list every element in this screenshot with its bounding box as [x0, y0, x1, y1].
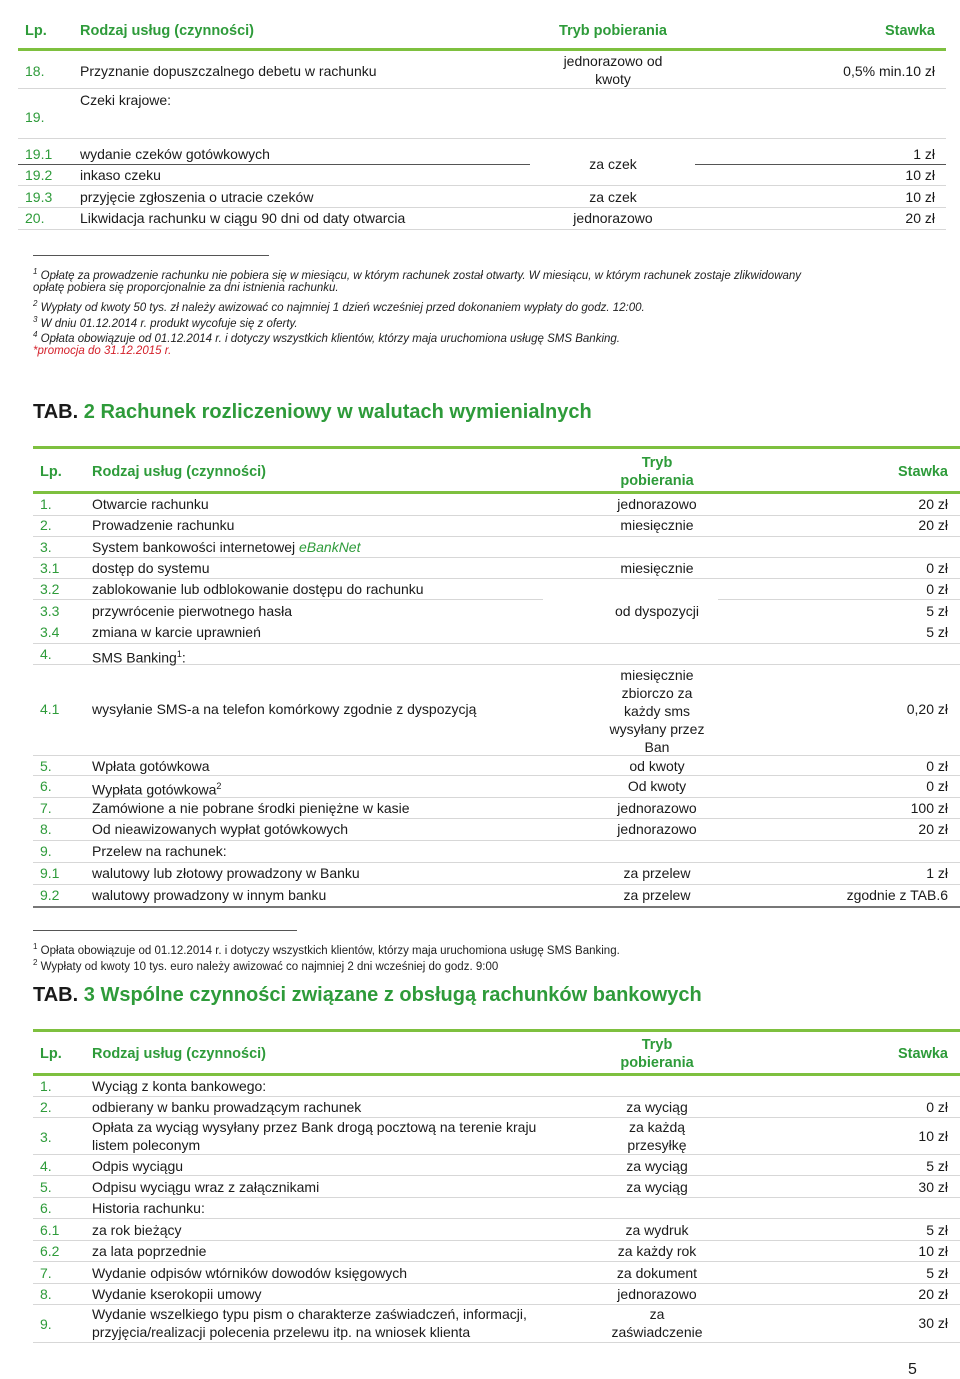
row-lp: 6.2: [40, 1243, 60, 1259]
header-rule: [33, 1073, 960, 1076]
footnote-separator: [33, 255, 269, 256]
row-rate: 10 zł: [918, 1243, 948, 1259]
row-divider: [33, 1218, 960, 1219]
row-lp: 19.: [25, 109, 45, 125]
row-lp: 1.: [40, 496, 52, 512]
row-mode: jednorazowo od: [563, 53, 663, 69]
row-lp: 7.: [40, 800, 52, 816]
row-service-text: walutowy lub złotowy prowadzony w Banku: [92, 865, 360, 881]
row-mode: jednorazowo: [617, 800, 697, 816]
row-rate: 10 zł: [905, 189, 935, 205]
row-service: [92, 623, 261, 641]
row-mode: za wyciąg: [626, 1158, 688, 1174]
row-service: Wyciąg z konta bankowego:: [92, 1078, 267, 1094]
row-divider: [33, 1240, 960, 1241]
row-divider: [33, 1175, 960, 1176]
row-divider: [33, 840, 960, 841]
footnote: $^1$ Opłata obowiązuje od 01.12.2014 r. i dotyczy wszystkich klientów, którzy maja uruchomiona usługę SMS Banking.: [33, 942, 620, 957]
row-rate: 30 zł: [918, 1315, 948, 1331]
row-lp: 3.1: [40, 560, 60, 576]
row-service-text: wysyłanie SMS-a na telefon komórkowy zgodnie z dyspozycją: [92, 701, 477, 717]
row-service-text: Wpłata gotówkowa: [92, 758, 210, 774]
row-rate: 100 zł: [910, 800, 948, 816]
footnote: $^2$ Wypłaty od kwoty 50 tys. zł należy awizować co najmniej 1 dzień wcześniej przed dokonaniem wypłaty do godz. 12:00.: [33, 299, 645, 314]
header-lp: Lp.: [25, 23, 47, 39]
row-service: Odpis wyciągu: [92, 1158, 184, 1174]
page-number: 5: [908, 1361, 917, 1378]
row-service: [92, 864, 360, 882]
row-service: [92, 516, 234, 534]
footnote: $^2$ Wypłaty od kwoty 10 tys. euro należy awizować co najmniej 2 dni wcześniej do godz. 9:00: [33, 958, 499, 973]
row-service: [92, 602, 292, 620]
row-divider: [33, 1283, 960, 1284]
row-divider: [33, 536, 960, 537]
row-rate: 20 zł: [918, 821, 948, 837]
row-divider: [18, 185, 946, 186]
row-rate: 5 zł: [926, 1158, 948, 1174]
row-service: za lata poprzednie: [92, 1243, 207, 1259]
row-service: Odpisu wyciągu wraz z załącznikami: [92, 1179, 320, 1195]
row-service: [92, 842, 227, 860]
row-lp: 4.1: [40, 701, 60, 717]
row-mode: za wyciąg: [626, 1099, 688, 1115]
footnote: $^4$ Opłata obowiązuje od 01.12.2014 r. i dotyczy wszystkich klientów, którzy maja uruchomiona usługę SMS Banking.: [33, 330, 620, 345]
row-divider: [695, 164, 946, 165]
row-rate: 10 zł: [905, 167, 935, 183]
row-rate: 0 zł: [926, 778, 948, 794]
row-mode: Ban: [644, 739, 670, 755]
row-service-text: Od nieawizowanych wypłat gotówkowych: [92, 821, 349, 837]
row-lp: 9.: [40, 843, 52, 859]
row-service: wydanie czeków gotówkowych: [80, 146, 270, 162]
row-lp: 3.4: [40, 624, 60, 640]
row-service-text: System bankowości internetowej: [92, 539, 299, 555]
row-service-text: Prowadzenie rachunku: [92, 517, 235, 533]
header-rule: [18, 48, 946, 51]
row-mode: zbiorczo za: [621, 685, 693, 701]
row-lp: 20.: [25, 210, 45, 226]
row-divider: [18, 138, 946, 139]
row-divider: [33, 578, 960, 579]
row-mode: miesięcznie: [620, 560, 694, 576]
row-lp: 3.2: [40, 581, 60, 597]
row-mode-line2: zaświadczenie: [611, 1324, 703, 1340]
row-rate: 0 zł: [926, 560, 948, 576]
row-lp: 8.: [40, 1286, 52, 1302]
row-lp: 9.1: [40, 865, 60, 881]
row-service: [92, 700, 476, 718]
row-rate: 5 zł: [926, 603, 948, 619]
row-lp: 6.1: [40, 1222, 60, 1238]
section-title: TAB. 3 Wspólne czynności związane z obsługą rachunków bankowych: [33, 984, 702, 1006]
row-mode: za przelew: [623, 865, 691, 881]
row-service-line2: przyjęcia/realizacji polecenia przelewu itp. na wniosek klienta: [92, 1324, 471, 1340]
row-lp: 4.: [40, 1158, 52, 1174]
row-service-text: SMS Banking: [92, 649, 177, 666]
header-service: Rodzaj usług (czynności): [92, 464, 267, 480]
row-lp: 7.: [40, 1265, 52, 1281]
row-mode: wysyłany przez: [609, 721, 705, 737]
row-service-tail: :: [181, 649, 186, 666]
footnote-ref: 2: [216, 781, 222, 791]
row-rate: 5 zł: [926, 1265, 948, 1281]
row-service: inkaso czeku: [80, 167, 161, 183]
row-divider: [18, 164, 530, 165]
table-bottom-rule: [33, 906, 960, 908]
header-top-rule: [33, 446, 960, 449]
row-service: [92, 820, 348, 838]
row-mode: za wyciąg: [626, 1179, 688, 1195]
row-rate: 0 zł: [926, 581, 948, 597]
row-service: [92, 757, 210, 775]
row-lp: 3.: [40, 539, 52, 555]
row-service: Opłata za wyciąg wysyłany przez Bank drogą pocztową na terenie kraju: [92, 1119, 537, 1135]
row-service-text: Otwarcie rachunku: [92, 496, 209, 512]
row-lp: 9.2: [40, 887, 60, 903]
row-mode: Od kwoty: [627, 778, 687, 794]
footnote: opłatę pobiera się proporcjonalnie za dni istnienia rachunku.: [33, 282, 339, 294]
row-mode: jednorazowo: [617, 496, 697, 512]
row-lp: 6.: [40, 1200, 52, 1216]
row-rate: zgodnie z TAB.6: [846, 887, 948, 903]
row-lp: 1.: [40, 1078, 52, 1094]
row-service: [92, 559, 210, 577]
row-service: [92, 495, 209, 513]
row-service: odbierany w banku prowadzącym rachunek: [92, 1099, 362, 1115]
row-service-text: dostęp do systemu: [92, 560, 210, 576]
header-mode-line2: pobierania: [620, 1055, 694, 1071]
row-service-text: Wypłata gotówkowa: [92, 781, 217, 798]
promo-note: *promocja do 31.12.2015 r.: [33, 345, 172, 357]
row-service-text: Zamówione a nie pobrane środki pieniężne w kasie: [92, 800, 410, 816]
row-divider: [18, 88, 946, 89]
header-rate: Stawka: [898, 464, 948, 480]
row-rate: 0 zł: [926, 1099, 948, 1115]
row-rate: 1 zł: [913, 146, 935, 162]
row-service: Przyznanie dopuszczalnego debetu w rachunku: [80, 63, 377, 79]
row-rate: 20 zł: [918, 517, 948, 533]
row-rate: 30 zł: [918, 1179, 948, 1195]
header-mode-line2: pobierania: [620, 473, 694, 489]
row-mode: jednorazowo: [617, 1286, 697, 1302]
row-mode: za czek: [589, 156, 637, 172]
row-mode-line2: przesyłkę: [627, 1137, 687, 1153]
row-service: Czeki krajowe:: [80, 92, 172, 108]
row-rate: 10 zł: [918, 1128, 948, 1144]
row-service: [92, 799, 410, 817]
row-divider: [33, 1261, 960, 1262]
row-lp: 19.2: [25, 167, 53, 183]
row-rate: 20 zł: [905, 210, 935, 226]
row-divider: [33, 599, 543, 600]
row-mode: miesięcznie: [620, 517, 694, 533]
row-service: [92, 886, 326, 904]
row-service-text: zmiana w karcie uprawnień: [92, 624, 261, 640]
footnote: $^3$ W dniu 01.12.2014 r. produkt wycofuje się z oferty.: [33, 315, 298, 330]
row-lp: 19.1: [25, 146, 53, 162]
row-service: Wydanie kserokopii umowy: [92, 1286, 262, 1302]
row-mode: jednorazowo: [617, 821, 697, 837]
row-lp: 5.: [40, 1179, 52, 1195]
row-service: [92, 538, 360, 556]
row-rate: 20 zł: [918, 496, 948, 512]
footnote: $^1$ Opłatę za prowadzenie rachunku nie pobiera się w miesiącu, w którym rachunek został otwarty. W miesiącu, w którym rachunek zostaje zlikwidowany: [33, 267, 802, 282]
row-service: [92, 777, 221, 799]
row-divider: [33, 557, 960, 558]
row-mode: za każdy rok: [617, 1243, 697, 1259]
header-mode: Tryb: [641, 1037, 673, 1053]
row-rate: 1 zł: [926, 865, 948, 881]
row-divider: [33, 775, 960, 776]
row-divider: [33, 884, 960, 885]
row-mode: jednorazowo: [573, 210, 653, 226]
row-service-line2: listem poleconym: [92, 1137, 201, 1153]
row-service: za rok bieżący: [92, 1222, 182, 1238]
row-service: Historia rachunku:: [92, 1200, 205, 1216]
row-divider: [718, 599, 960, 600]
header-service: Rodzaj usług (czynności): [92, 1046, 267, 1062]
row-service: przyjęcie zgłoszenia o utracie czeków: [80, 189, 314, 205]
header-top-rule: [33, 1029, 960, 1032]
row-rate: 0,5% min.10 zł: [843, 63, 935, 79]
row-mode: miesięcznie: [620, 667, 694, 683]
row-mode: za czek: [589, 189, 637, 205]
row-divider: [33, 862, 960, 863]
row-divider: [33, 755, 960, 756]
row-lp: 4.: [40, 646, 52, 662]
row-divider: [33, 1096, 960, 1097]
row-mode: za przelew: [623, 887, 691, 903]
header-mode: Tryb pobierania: [559, 23, 667, 39]
ebanknet-name: eBankNet: [299, 539, 361, 555]
row-lp: 2.: [40, 1099, 52, 1115]
row-mode: za dokument: [616, 1265, 698, 1281]
row-rate: 0,20 zł: [906, 701, 948, 717]
row-lp: 19.3: [25, 189, 53, 205]
header-mode: Tryb: [641, 455, 673, 471]
row-divider: [33, 1197, 960, 1198]
row-divider: [33, 818, 960, 819]
row-mode-line2: kwoty: [595, 71, 631, 87]
row-divider: [33, 1342, 960, 1343]
row-divider: [18, 207, 946, 208]
row-service: Wydanie wszelkiego typu pism o charakterze zaświadczeń, informacji,: [92, 1306, 527, 1322]
row-lp: 5.: [40, 758, 52, 774]
row-lp: 8.: [40, 821, 52, 837]
footnote-ref: 1: [176, 649, 182, 659]
row-service-text: przywrócenie pierwotnego hasła: [92, 603, 292, 619]
row-mode: od dyspozycji: [614, 603, 700, 619]
header-lp: Lp.: [40, 464, 62, 480]
row-mode: każdy sms: [623, 703, 691, 719]
row-service: Likwidacja rachunku w ciągu 90 dni od daty otwarcia: [80, 210, 406, 226]
row-service: [92, 580, 424, 598]
row-lp: 3.: [40, 1129, 52, 1145]
row-lp: 6.: [40, 778, 52, 794]
row-lp: 3.3: [40, 603, 60, 619]
header-lp: Lp.: [40, 1046, 62, 1062]
header-rule: [33, 491, 960, 494]
row-rate: 5 zł: [926, 624, 948, 640]
row-mode: za wydruk: [625, 1222, 689, 1238]
row-rate: 5 zł: [926, 1222, 948, 1238]
row-divider: [18, 229, 946, 230]
row-service: [92, 645, 186, 667]
section-title: TAB. 2 Rachunek rozliczeniowy w walutach wymienialnych: [33, 401, 592, 423]
row-lp: 18.: [25, 63, 45, 79]
row-service-text: walutowy prowadzony w innym banku: [92, 887, 327, 903]
row-mode: za każdą: [628, 1119, 686, 1135]
footnote-separator: [33, 930, 297, 931]
row-divider: [33, 1154, 960, 1155]
row-service-text: Przelew na rachunek:: [92, 843, 227, 859]
row-mode: od kwoty: [629, 758, 685, 774]
header-service: Rodzaj usług (czynności): [80, 23, 255, 39]
row-service-text: zablokowanie lub odblokowanie dostępu do rachunku: [92, 581, 424, 597]
header-rate: Stawka: [898, 1046, 948, 1062]
header-rate: Stawka: [885, 23, 935, 39]
row-divider: [33, 643, 960, 644]
row-service: Wydanie odpisów wtórników dowodów księgowych: [92, 1265, 408, 1281]
row-rate: 20 zł: [918, 1286, 948, 1302]
row-mode: za: [649, 1306, 665, 1322]
row-lp: 2.: [40, 517, 52, 533]
row-lp: 9.: [40, 1316, 52, 1332]
row-rate: 0 zł: [926, 758, 948, 774]
